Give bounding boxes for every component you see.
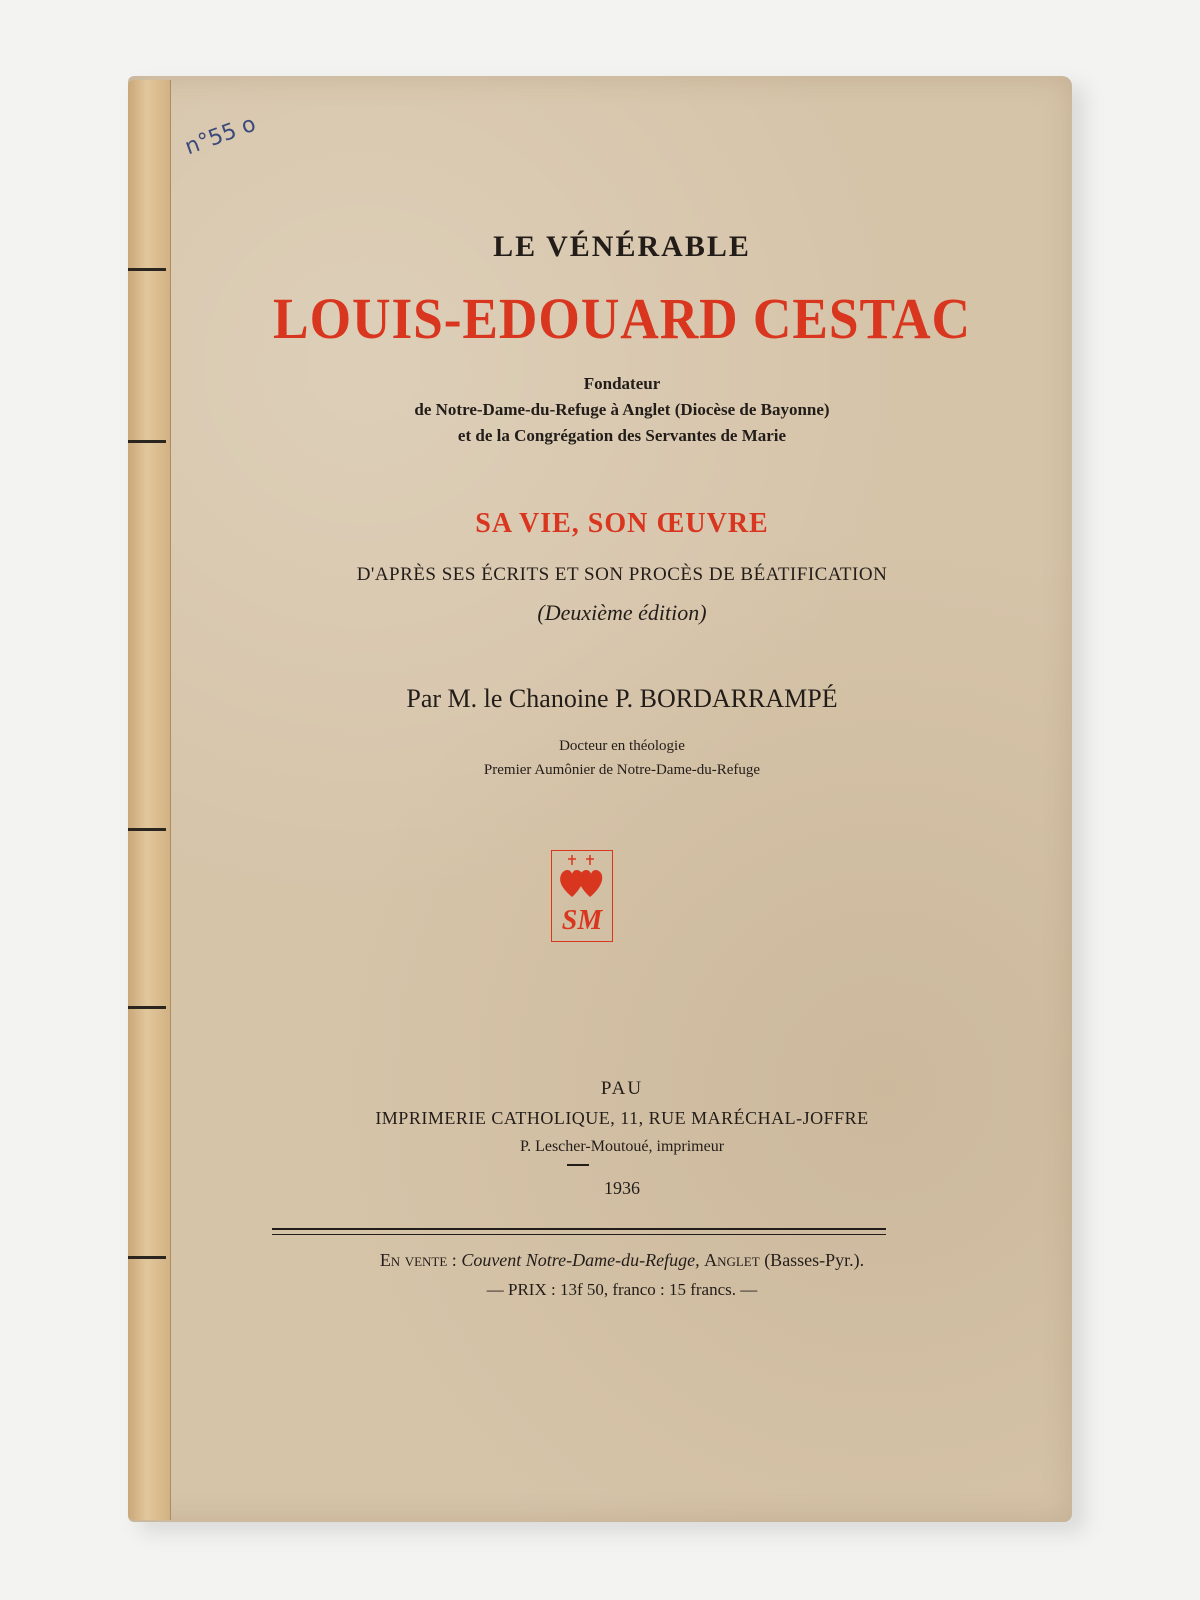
section-title: SA VIE, SON ŒUVRE: [475, 508, 769, 539]
sale-location: Couvent Notre-Dame-du-Refuge,: [461, 1250, 700, 1270]
description: D'APRÈS SES ÉCRITS ET SON PROCÈS DE BÉATIFICATION: [356, 564, 888, 585]
edition: (Deuxième édition): [537, 600, 707, 625]
publication-year: 1936: [604, 1178, 640, 1198]
price-line: — PRIX : 13f 50, franco : 15 francs. —: [486, 1280, 758, 1299]
publisher-name: IMPRIMERIE CATHOLIQUE, 11, RUE MARÉCHAL-JOFFRE: [375, 1108, 869, 1128]
author-title: Premier Aumônier de Notre-Dame-du-Refuge: [483, 762, 761, 778]
printer: P. Lescher-Moutoué, imprimeur: [519, 1138, 725, 1155]
author: Par M. le Chanoine P. BORDARRAMPÉ: [406, 684, 838, 713]
rule-bottom: [272, 1234, 886, 1235]
rule-top: [272, 1228, 886, 1230]
spine-band: [128, 268, 166, 271]
subtitle-line: de Notre-Dame-du-Refuge à Anglet (Diocèse de Bayonne): [414, 400, 830, 419]
sale-line: En vente : Couvent Notre-Dame-du-Refuge, Anglet (Basses-Pyr.).: [379, 1250, 865, 1270]
sale-label: En vente: [379, 1250, 448, 1270]
title-line-2: LOUIS-EDOUARD CESTAC: [273, 286, 971, 351]
divider: [567, 1164, 589, 1166]
sacred-hearts-icon: [552, 851, 611, 903]
spine-lettering: [137, 330, 161, 402]
sale-town: Anglet: [704, 1250, 760, 1270]
subtitle-line: Fondateur: [583, 374, 661, 393]
subtitle-line: et de la Congrégation des Servantes de Marie: [457, 426, 787, 445]
spine-lettering-red: [137, 580, 161, 652]
publisher-emblem: [551, 850, 613, 942]
spine-band: [128, 828, 166, 831]
publisher-city: PAU: [600, 1078, 644, 1099]
handwritten-note: n°55 o: [181, 111, 260, 161]
spine-band: [128, 1006, 166, 1009]
spine-band: [128, 1256, 166, 1259]
spine-band: [128, 440, 166, 443]
emblem-letters: SM: [561, 905, 603, 936]
sale-region: (Basses-Pyr.).: [764, 1250, 865, 1270]
title-line-1: LE VÉNÉRABLE: [493, 230, 751, 263]
author-title: Docteur en théologie: [559, 738, 685, 754]
book-spine: [128, 80, 171, 1520]
